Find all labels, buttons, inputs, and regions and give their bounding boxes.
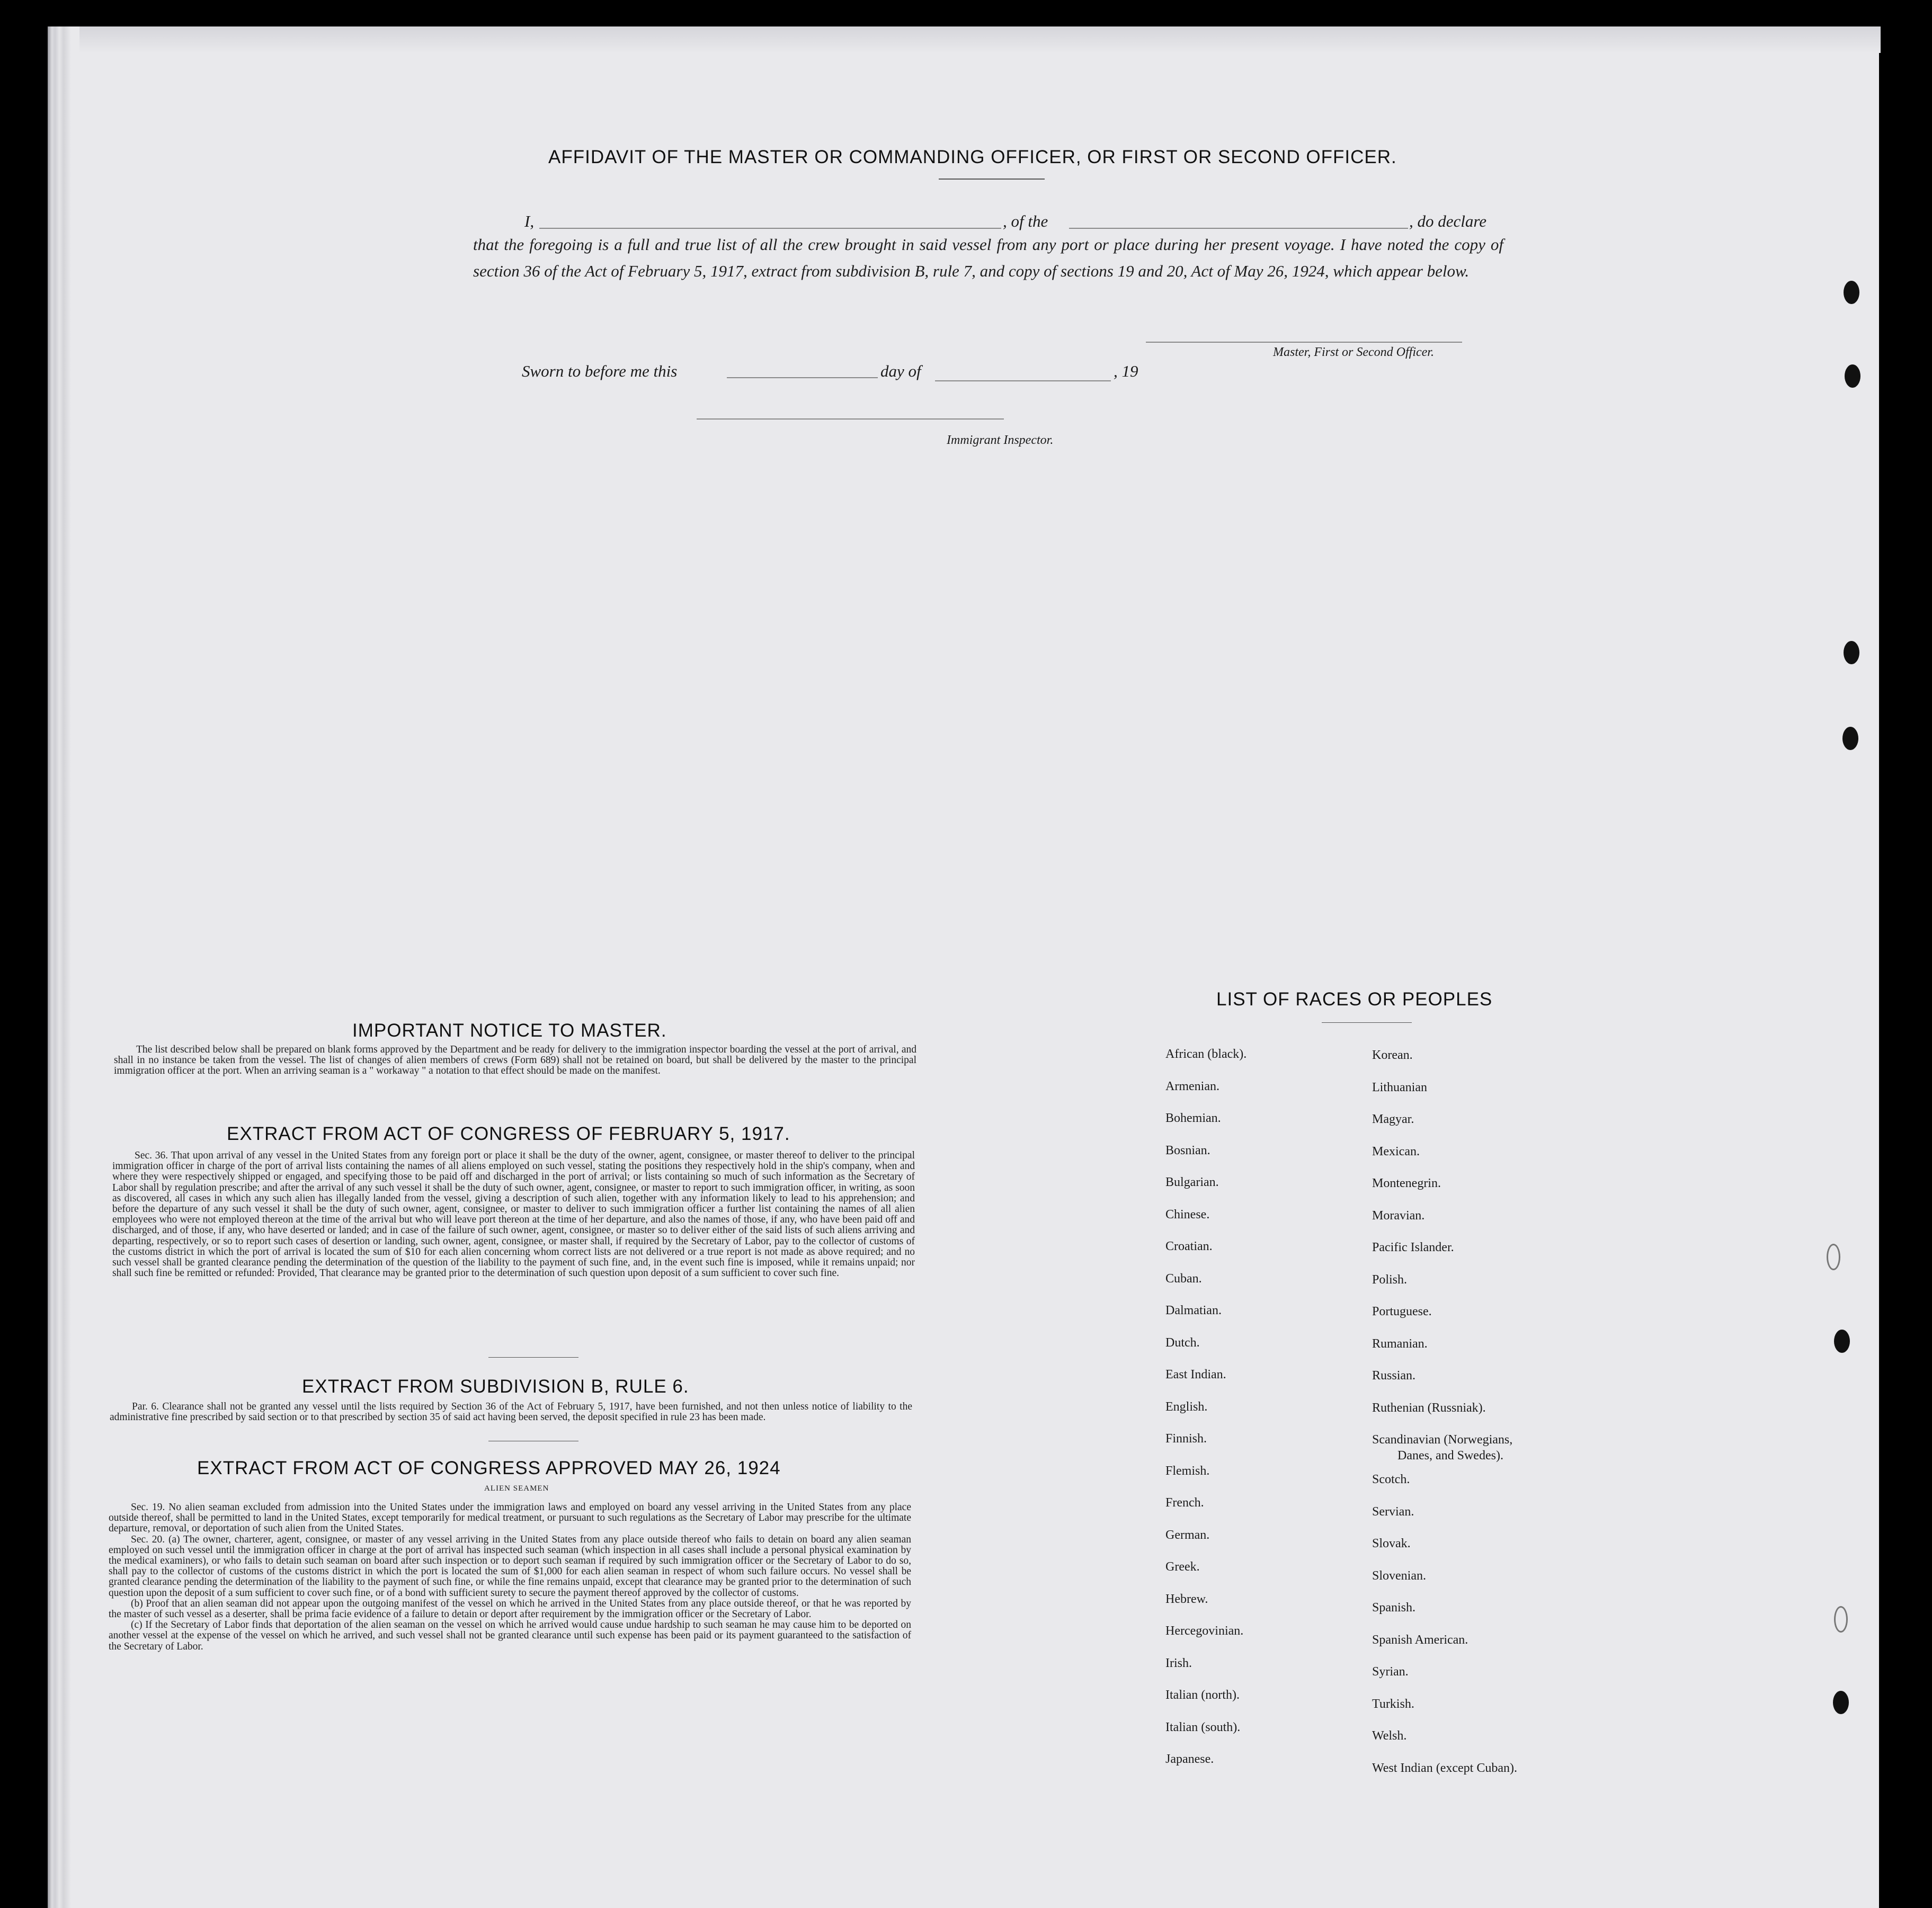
binder-hole xyxy=(1842,727,1858,750)
race-item: Bosnian. xyxy=(1165,1143,1210,1157)
affidavit-title: AFFIDAVIT OF THE MASTER OR COMMANDING OFFICER, OR FIRST OR SECOND OFFICER. xyxy=(548,147,1397,167)
race-item: Armenian. xyxy=(1165,1079,1219,1093)
race-item: Welsh. xyxy=(1372,1729,1407,1743)
race-item: French. xyxy=(1165,1496,1204,1510)
binder-hole xyxy=(1844,281,1859,304)
race-item: English. xyxy=(1165,1399,1208,1414)
race-item: Italian (north). xyxy=(1165,1688,1240,1702)
race-item: Dalmatian. xyxy=(1165,1304,1222,1317)
race-item: Montenegrin. xyxy=(1372,1176,1441,1190)
race-item: Finnish. xyxy=(1165,1432,1207,1446)
race-item: Rumanian. xyxy=(1372,1336,1428,1351)
extract-1917-text: Sec. 36. That upon arrival of any vessel in the United States from any foreign port or place it shall be the duty of the owner, agent, consignee, or master thereof to deliver to the principal immigration officer in charge of the port of arrival lists containing the names of all aliens employed on such vessel, stating the positions they respectively hold in the ship's company, when and where they were respectively shipped or engaged, and specifying those to be paid off and discharged in the port of arrival; or lists containing so much of such information as the Secretary of Labor shall by regulation prescribe; and after the arrival of any such vessel it shall be the duty of such owner, agent, consignee, or master to report to such immigration officer, in writing, as soon as discovered, all cases in which any such alien has illegally landed from the vessel, giving a description of such alien, together with any information likely to lead to his apprehension; and before the departure of any such vessel it shall be the duty of such owner, agent, consignee, or master to deliver to such immigration officer a further list containing the names of all alien employees who were not employed thereon at the time of the arrival but who will leave port thereon at the time of her departure, and also the names of those, if any, who have been paid off and discharged, and of those, if any, who have deserted or landed; and in case of the failure of such owner, agent, consignee, or master so to deliver either of the said lists of such aliens arriving and departing, respectively, or so to report such cases of desertion or landing, such owner, agent, consignee, or master shall, if required by the Secretary of Labor, pay to the collector of customs of the customs district in which the port of arrival is located the sum of $10 for each alien concerning whom correct lists are not delivered or a true report is not made as above required; and no such vessel shall be granted clearance pending the determination of the question of the liability to the payment of such fine, and, in the event such fine is imposed, while it remains unpaid; nor shall such fine be remitted or refunded: Provided, That clearance may be granted prior to the determination of such question upon deposit of a sum sufficient to cover such fine. xyxy=(112,1150,915,1279)
race-item: Polish. xyxy=(1372,1272,1408,1287)
sworn-day-field[interactable] xyxy=(727,377,878,378)
race-item: Greek. xyxy=(1165,1560,1200,1574)
race-item: West Indian (except Cuban). xyxy=(1372,1761,1517,1775)
vessel-name-field[interactable] xyxy=(1069,228,1408,229)
sworn-label: Sworn to before me this xyxy=(522,362,678,380)
race-item: East Indian. xyxy=(1165,1368,1226,1381)
affiant-name-field[interactable] xyxy=(539,228,1001,229)
race-item: German. xyxy=(1165,1528,1210,1542)
of-the-label: , of the xyxy=(1003,212,1048,230)
binder-hole xyxy=(1845,364,1860,388)
race-item: Bohemian. xyxy=(1165,1111,1221,1125)
race-item: Croatian. xyxy=(1165,1240,1213,1253)
race-item: Dutch. xyxy=(1165,1335,1200,1350)
page-stack-edge xyxy=(48,26,79,1908)
race-item: Russian. xyxy=(1372,1369,1416,1383)
day-of-label: day of xyxy=(880,362,921,380)
sworn-month-field[interactable] xyxy=(935,380,1111,381)
race-item: Mexican. xyxy=(1372,1144,1420,1158)
race-item: Servian. xyxy=(1372,1504,1414,1519)
extract-1924-title: EXTRACT FROM ACT OF CONGRESS APPROVED MAY 26, 1924 xyxy=(197,1458,781,1478)
extract-rule6-text: Par. 6. Clearance shall not be granted any vessel until the lists required by Section 36 of the Act of February 5, 1917, have been furnished, and not then unless notice of liability to the administrative fine prescribed by said section or to that prescribed by section 35 of said act having been served, the deposit specified in rule 23 has been made. xyxy=(110,1401,912,1423)
race-item: African (black). xyxy=(1165,1047,1247,1061)
affidavit-body: that the foregoing is a full and true list of all the crew brought in said vessel from any port or place during her present voyage. I have noted the copy of section 36 of the Act of February 5, 1917, extract from subdivision B, rule 7, and copy of sections 19 and 20, Act of May 26, 1924, which appear below. xyxy=(473,235,1503,280)
race-item: Moravian. xyxy=(1372,1208,1425,1223)
inspector-label: Immigrant Inspector. xyxy=(947,433,1054,447)
section-rule xyxy=(488,1357,578,1358)
binder-hole xyxy=(1834,1606,1848,1633)
binder-hole xyxy=(1844,641,1859,664)
race-item: Slovenian. xyxy=(1372,1568,1426,1583)
extract-1924-subtitle: ALIEN SEAMEN xyxy=(484,1484,549,1493)
race-item: Pacific Islander. xyxy=(1372,1241,1454,1254)
binder-hole xyxy=(1827,1244,1840,1270)
binder-hole xyxy=(1834,1330,1850,1353)
affiant-label: I, xyxy=(524,212,535,230)
race-item: Japanese. xyxy=(1165,1752,1214,1766)
race-item: Ruthenian (Russniak). xyxy=(1372,1401,1486,1415)
race-item: Chinese. xyxy=(1165,1207,1210,1222)
races-title-rule xyxy=(1322,1022,1412,1023)
race-item: Portuguese. xyxy=(1372,1305,1432,1318)
race-item: Magyar. xyxy=(1372,1112,1414,1126)
race-item: Spanish American. xyxy=(1372,1633,1468,1647)
races-right-column xyxy=(1372,1039,1517,1784)
extract-1917-title: EXTRACT FROM ACT OF CONGRESS OF FEBRUARY 5, 1917. xyxy=(227,1124,790,1144)
race-item: Turkish. xyxy=(1372,1697,1414,1711)
race-item: Irish. xyxy=(1165,1656,1192,1670)
race-item: Italian (south). xyxy=(1165,1720,1241,1734)
year-label: , 19 xyxy=(1114,362,1138,380)
page-fold xyxy=(79,26,1881,53)
race-item: Flemish. xyxy=(1165,1464,1210,1478)
race-item: Syrian. xyxy=(1372,1665,1409,1679)
inspector-signature-field[interactable] xyxy=(697,418,1004,420)
race-item: Scandinavian (Norwegians, xyxy=(1372,1433,1513,1447)
master-signature-field[interactable] xyxy=(1146,342,1462,343)
race-item: Bulgarian. xyxy=(1165,1175,1219,1189)
races-left-column xyxy=(1165,1038,1247,1776)
master-signature-label: Master, First or Second Officer. xyxy=(1273,345,1434,359)
race-item: Korean. xyxy=(1372,1048,1413,1062)
notice-text: The list described below shall be prepared on blank forms approved by the Department and be ready for delivery to the immigration inspector boarding the vessel at the port of arrival, and shall in no instance be taken from the vessel. The list of changes of alien members of crews (Form 689) shall not be retained on board, but shall be delivered by the master to the principal immigration officer at the port. When an arriving seaman is a " workaway " a notation to that effect should be made on the manifest. xyxy=(114,1044,916,1077)
races-title: LIST OF RACES OR PEOPLES xyxy=(1216,989,1493,1010)
extract-rule6-title: EXTRACT FROM SUBDIVISION B, RULE 6. xyxy=(302,1376,689,1397)
race-item: Danes, and Swedes). xyxy=(1397,1449,1503,1463)
race-item: Hercegovinian. xyxy=(1165,1624,1244,1638)
race-item: Spanish. xyxy=(1372,1601,1416,1615)
race-item: Cuban. xyxy=(1165,1271,1202,1286)
race-item: Lithuanian xyxy=(1372,1080,1427,1094)
declare-label: , do declare xyxy=(1409,212,1487,230)
extract-1924-text: Sec. 19. No alien seaman excluded from admission into the United States under the immigration laws and employed on board any vessel arriving in the United States from any place outside thereof, shall be permitted to land in the United States, except temporarily for medical treatment, or pursuant to such regulations as the Secretary of Labor may prescribe for the ultimate departure, removal, or deportation of such alien from the United States. Sec. 20. (a) The owner, charterer, agent, consignee, or master of any vessel arriving in the United States from any place outside thereof who fails to detain on board any alien seaman employed on such vessel until the immigration officer in charge at the port of arrival has inspected such seaman (which inspection in all cases shall include a personal physical examination by the medical examiners), or who fails to detain such seaman on board after such inspection or to deport such seaman if required by such immigration officer or the Secretary of Labor to do so, shall pay to the collector of customs of the customs district in which the port is located the sum of $1,000 for each alien seaman in respect of whom such failure occurs. No vessel shall be granted clearance pending the determination of the liability to the payment of such fine, or while the fine remains unpaid, except that clearance may be granted prior to the determination of such question upon the deposit of a sum sufficient to cover such fine, or of a bond with sufficient surety to secure the payment thereof approved by the collector of customs. (b) Proof that an alien seaman did not appear upon the outgoing manifest of the vessel on which he arrived in the United States from any place outside thereof, or that he was reported by the master of such vessel as a deserter, shall be prima facie evidence of a failure to detain or deport after requirement by the immigration officer or the Secretary of Labor. (c) If the Secretary of Labor finds that deportation of the alien seaman on the vessel on which he arrived would cause undue hardship to such seaman he may cause him to be deported on another vessel at the expense of the vessel on which he arrived, and such vessel shall not be granted clearance until such expense has been paid or its payment guaranteed to the satisfaction of the Secretary of Labor. xyxy=(109,1502,911,1652)
race-item: Hebrew. xyxy=(1165,1592,1208,1606)
title-rule xyxy=(939,179,1045,180)
race-item: Slovak. xyxy=(1372,1537,1411,1550)
race-item: Scotch. xyxy=(1372,1473,1410,1486)
binder-hole xyxy=(1833,1691,1849,1714)
notice-title: IMPORTANT NOTICE TO MASTER. xyxy=(352,1020,667,1041)
